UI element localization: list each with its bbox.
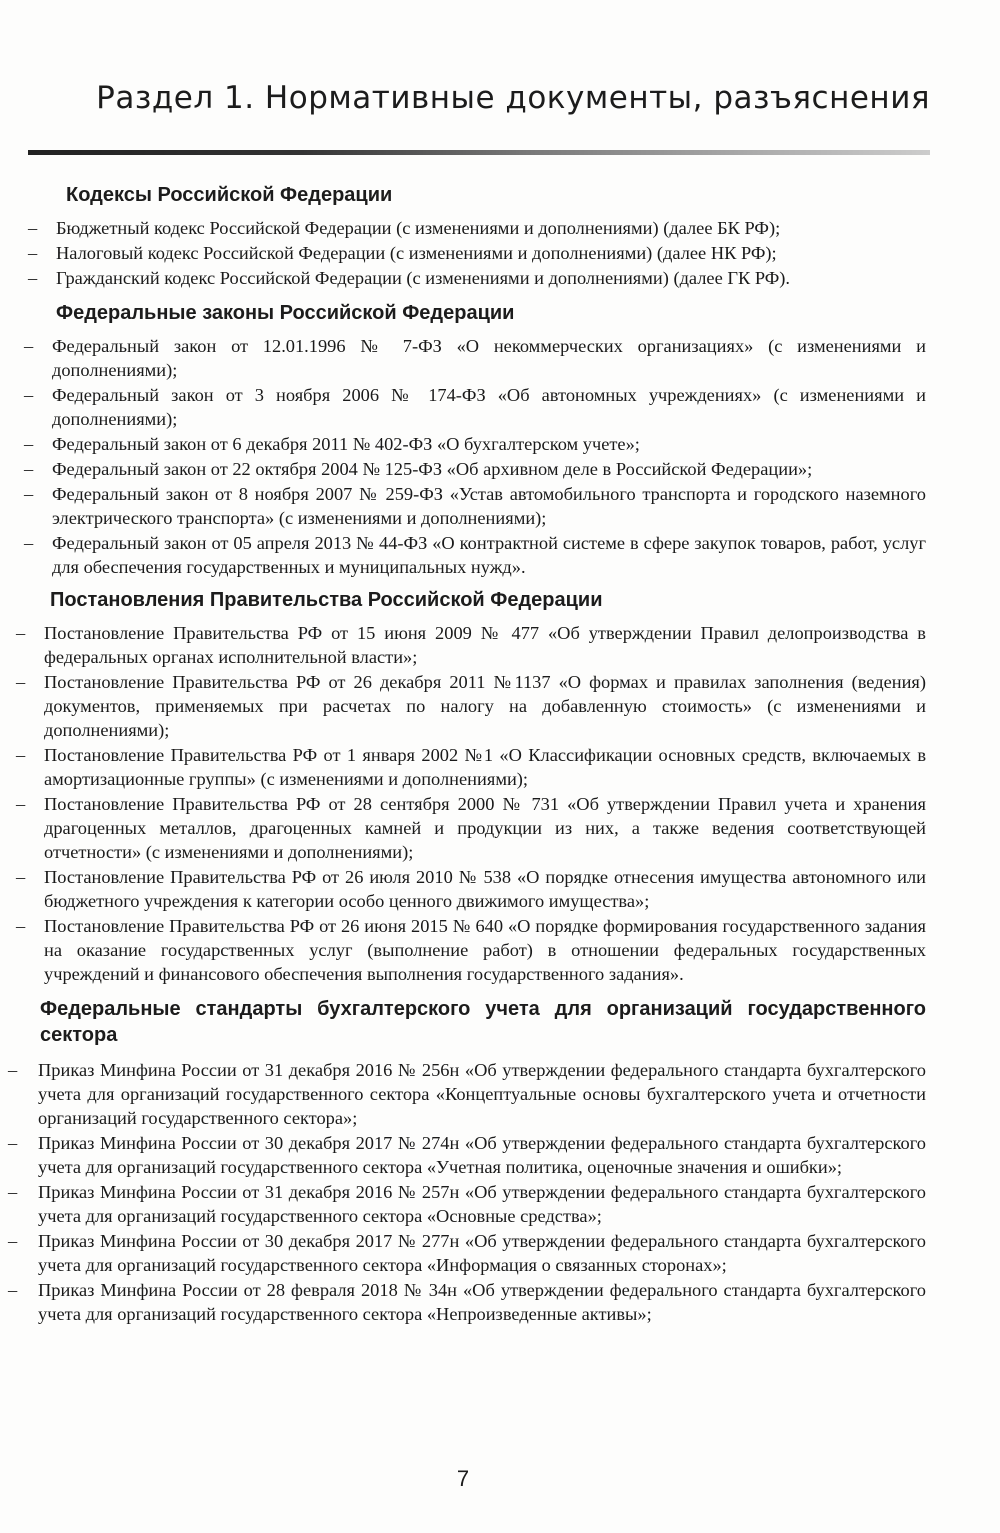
list-item xyxy=(16,914,926,986)
list-item xyxy=(28,216,906,240)
section-accounting-standards xyxy=(0,996,1000,1326)
item-text: Постановление Правительства РФ от 28 сентября 2000 № 731 «Об утверждении Правил учета и хранения драгоценных металлов, драгоценных камней и продукции из них, а также ведения соответствующей отчетности» (с изменениями и дополнениями); xyxy=(44,794,926,862)
page-title: Раздел 1. Нормативные документы, разъяснения xyxy=(96,80,930,116)
item-text: Постановление Правительства РФ от 26 июня 2015 № 640 «О порядке формирования государственного задания на оказание государственных услуг (выполнение работ) в отношении федеральных государственных учреждений и финансового обеспечения выполнения государственного задания». xyxy=(44,916,926,984)
item-text: Федеральный закон от 05 апреля 2013 № 44-ФЗ «О контрактной системе в сфере закупок товаров, работ, услуг для обеспечения государственных и муниципальных нужд». xyxy=(52,533,926,577)
item-text: Налоговый кодекс Российской Федерации (с изменениями и дополнениями) (далее НК РФ); xyxy=(56,243,777,263)
list-item xyxy=(24,531,926,579)
list-item xyxy=(16,792,926,864)
item-text: Приказ Минфина России от 28 февраля 2018 № 34н «Об утверждении федерального стандарта бухгалтерского учета для организаций государственного сектора «Непроизведенные активы»; xyxy=(38,1280,926,1324)
bullet-dash: – xyxy=(16,916,26,936)
bullet-dash: – xyxy=(16,672,26,692)
bullet-dash: – xyxy=(24,484,34,504)
section-heading: Кодексы Российской Федерации xyxy=(66,184,393,206)
item-text: Постановление Правительства РФ от 26 июля 2010 № 538 «О порядке отнесения имущества автономного или бюджетного учреждения к категории особо ценного движимого имущества»; xyxy=(44,867,926,911)
section-list xyxy=(0,621,1000,986)
bullet-dash: – xyxy=(16,867,26,887)
bullet-dash: – xyxy=(24,533,34,553)
section-heading: Постановления Правительства Российской Федерации xyxy=(50,589,603,611)
bullet-dash: – xyxy=(24,459,34,479)
item-text: Приказ Минфина России от 30 декабря 2017 № 274н «Об утверждении федерального стандарта бухгалтерского учета для организаций государственного сектора «Учетная политика, оценочные значения и ошибки»; xyxy=(38,1133,926,1177)
list-item xyxy=(8,1229,926,1277)
item-text: Федеральный закон от 22 октября 2004 № 125-ФЗ «Об архивном деле в Российской Федерации»; xyxy=(52,459,813,479)
section-list xyxy=(0,1058,1000,1326)
bullet-dash: – xyxy=(16,623,26,643)
list-item xyxy=(16,670,926,742)
section-list xyxy=(0,334,1000,579)
bullet-dash: – xyxy=(24,385,34,405)
item-text: Федеральный закон от 6 декабря 2011 № 402-ФЗ «О бухгалтерском учете»; xyxy=(52,434,640,454)
item-text: Гражданский кодекс Российской Федерации (с изменениями и дополнениями) (далее ГК РФ). xyxy=(56,268,791,288)
item-text: Федеральный закон от 8 ноября 2007 № 259-ФЗ «Устав автомобильного транспорта и городского наземного электрического транспорта» (с изменениями и дополнениями); xyxy=(52,484,926,528)
item-text: Приказ Минфина России от 30 декабря 2017 № 277н «Об утверждении федерального стандарта бухгалтерского учета для организаций государственного сектора «Информация о связанных сторонах»; xyxy=(38,1231,926,1275)
list-item xyxy=(24,482,926,530)
section-list xyxy=(0,216,1000,290)
list-item xyxy=(8,1058,926,1130)
page-number: 7 xyxy=(456,1466,470,1491)
section-heading: Федеральные законы Российской Федерации xyxy=(56,302,515,324)
bullet-dash: – xyxy=(28,268,38,288)
bullet-dash: – xyxy=(8,1280,18,1300)
bullet-dash: – xyxy=(8,1182,18,1202)
bullet-dash: – xyxy=(8,1231,18,1251)
list-item xyxy=(28,266,906,290)
list-item xyxy=(16,621,926,669)
list-item xyxy=(24,383,926,431)
list-item xyxy=(28,241,906,265)
item-text: Постановление Правительства РФ от 15 июня 2009 № 477 «Об утверждении Правил делопроизводства в федеральных органах исполнительной власти»; xyxy=(44,623,926,667)
section-heading: Федеральные стандарты бухгалтерского учета для организаций государственного сектора xyxy=(40,998,926,1046)
item-text: Приказ Минфина России от 31 декабря 2016 № 256н «Об утверждении федерального стандарта бухгалтерского учета для организаций государственного сектора «Концептуальные основы бухгалтерского учета и отчетности организаций государственного сектора»; xyxy=(38,1060,926,1128)
bullet-dash: – xyxy=(24,434,34,454)
bullet-dash: – xyxy=(16,794,26,814)
bullet-dash: – xyxy=(24,336,34,356)
list-item xyxy=(24,432,926,456)
bullet-dash: – xyxy=(16,745,26,765)
item-text: Постановление Правительства РФ от 26 декабря 2011 №1137 «О формах и правилах заполнения (ведения) документов, применяемых при расчетах по налогу на добавленную стоимость» (с изменениями и дополнениями); xyxy=(44,672,926,740)
item-text: Федеральный закон от 3 ноября 2006 № 174-ФЗ «Об автономных учреждениях» (с изменениями и дополнениями); xyxy=(52,385,926,429)
item-text: Постановление Правительства РФ от 1 января 2002 №1 «О Классификации основных средств, включаемых в амортизационные группы» (с изменениями и дополнениями); xyxy=(44,745,926,789)
bullet-dash: – xyxy=(8,1060,18,1080)
list-item xyxy=(16,865,926,913)
list-item xyxy=(8,1131,926,1179)
list-item xyxy=(16,743,926,791)
section-codes xyxy=(0,184,1000,290)
list-item xyxy=(24,457,926,481)
list-item xyxy=(8,1180,926,1228)
item-text: Федеральный закон от 12.01.1996 № 7-ФЗ «О некоммерческих организациях» (с изменениями и дополнениями); xyxy=(52,336,926,380)
title-rule xyxy=(28,150,930,155)
bullet-dash: – xyxy=(8,1133,18,1153)
section-government-decrees xyxy=(0,589,1000,986)
section-federal-laws xyxy=(0,302,1000,579)
bullet-dash: – xyxy=(28,218,38,238)
list-item xyxy=(24,334,926,382)
item-text: Бюджетный кодекс Российской Федерации (с изменениями и дополнениями) (далее БК РФ); xyxy=(56,218,781,238)
list-item xyxy=(8,1278,926,1326)
item-text: Приказ Минфина России от 31 декабря 2016 № 257н «Об утверждении федерального стандарта бухгалтерского учета для организаций государственного сектора «Основные средства»; xyxy=(38,1182,926,1226)
bullet-dash: – xyxy=(28,243,38,263)
document-body xyxy=(0,184,1000,1327)
